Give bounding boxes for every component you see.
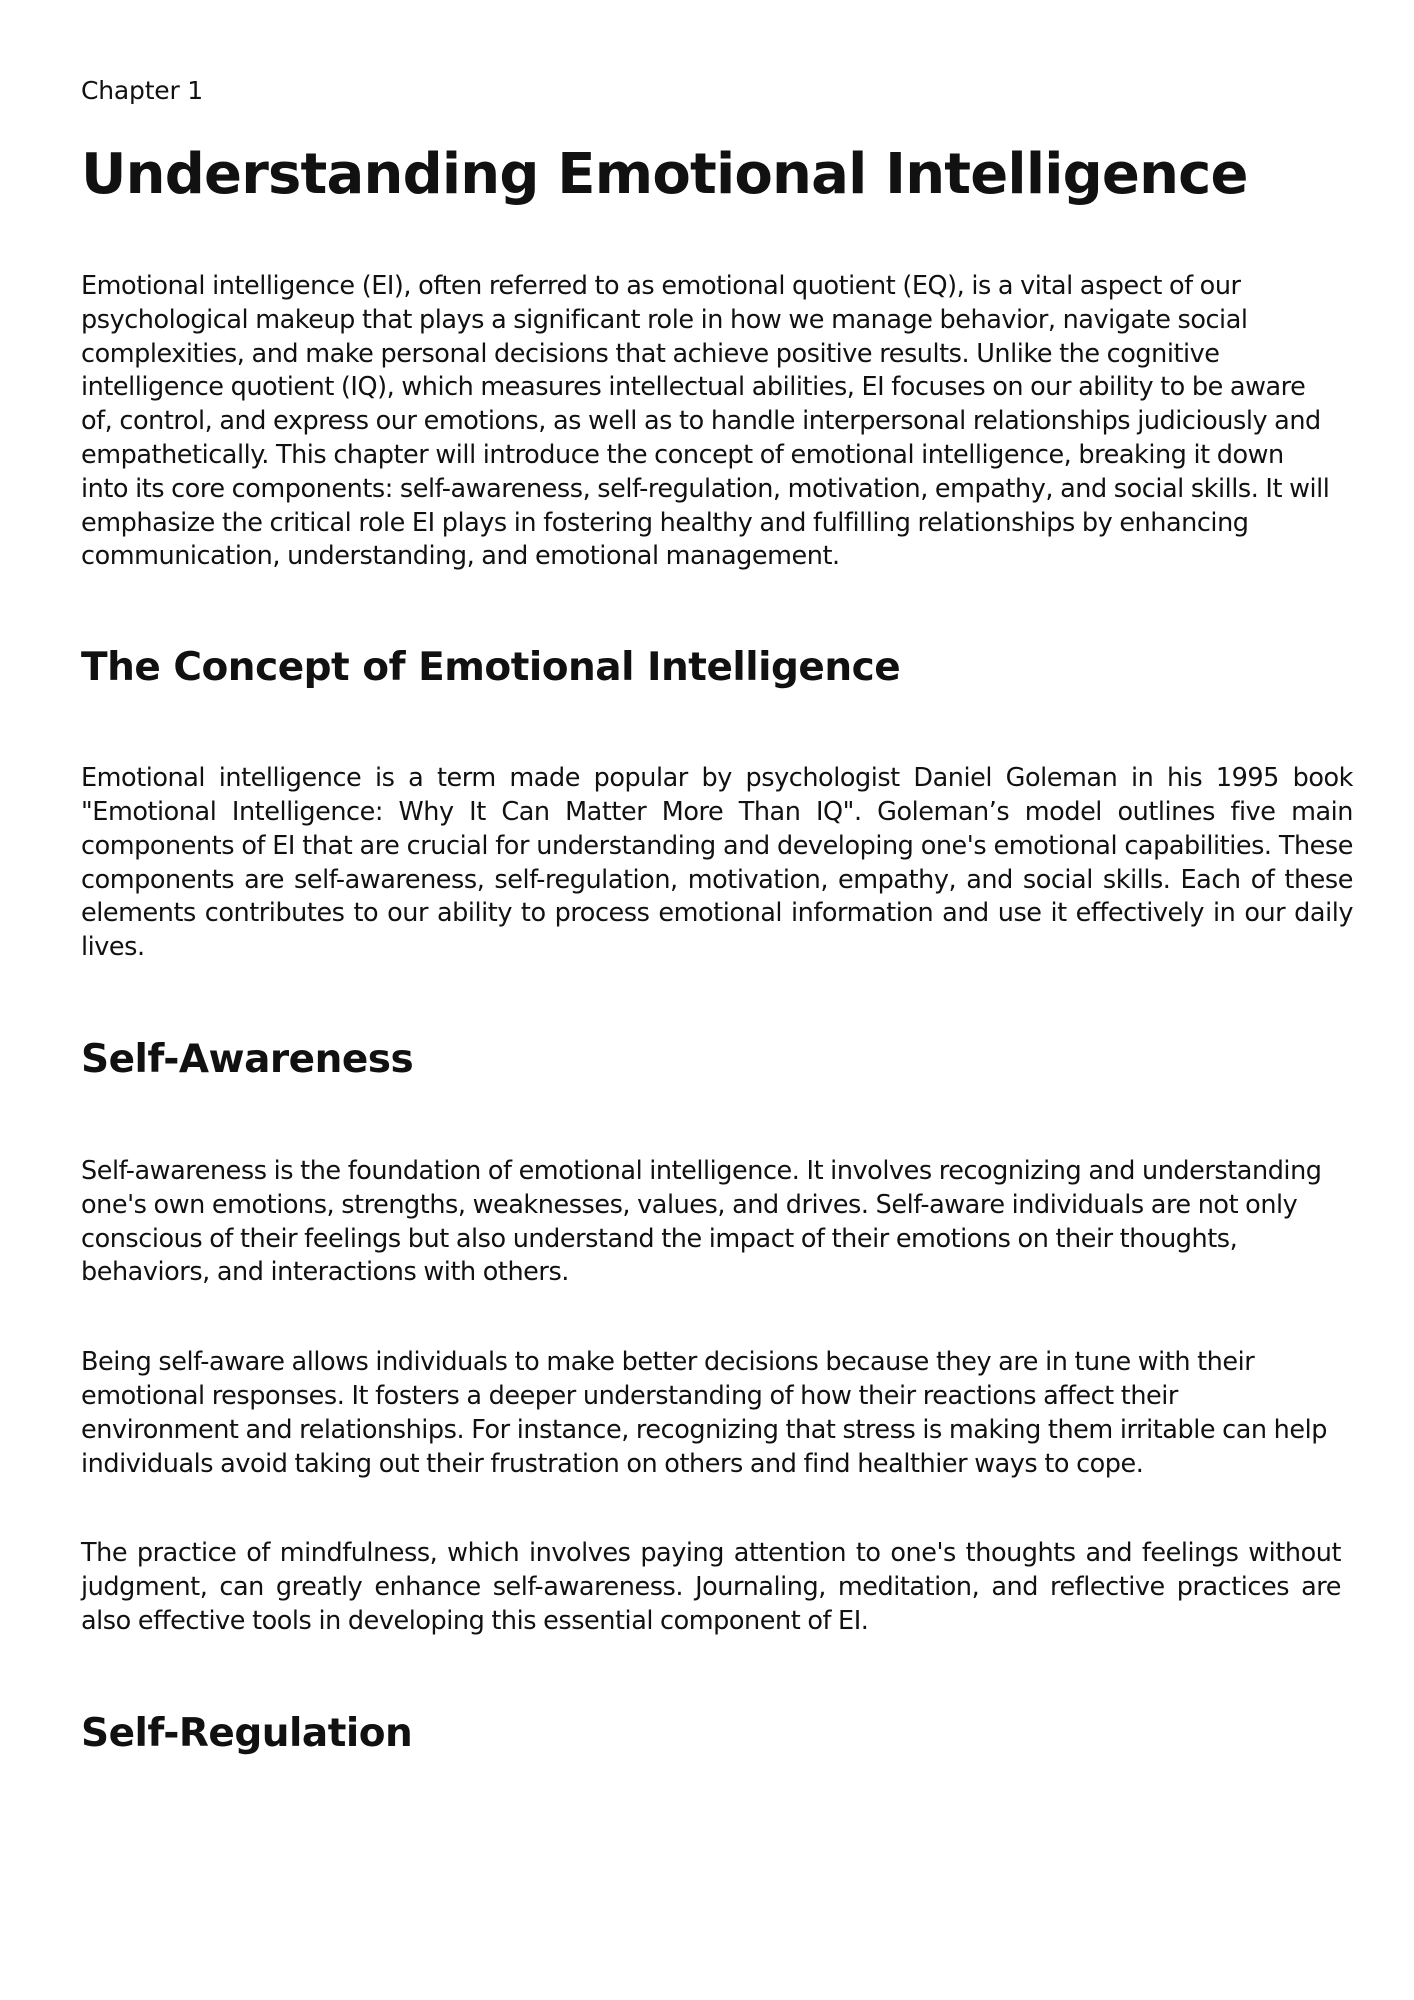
concept-paragraph: Emotional intelligence is a term made popular by psychologist Daniel Goleman in his 1995 book "Emotional Intelligence: Why It Can Matter More Than IQ". Goleman’s model outlines five main components of EI that are crucial for understanding and developing one's emotional capabilities. These components are self-awareness, self-regulation, motivation, empathy, and social skills. Each of these elements contributes to our ability to process emotional information and use it effectively in our daily lives. [81,763,1353,963]
self-awareness-paragraph-1: Self-awareness is the foundation of emotional intelligence. It involves recognizing and understanding one's own emotions, strengths, weaknesses, values, and drives. Self-aware individuals are not only conscious of their feelings but also understand the impact of their emotions on their thoughts, behaviors, and interactions with others. [81,1155,1322,1288]
intro-paragraph: Emotional intelligence (EI), often referred to as emotional quotient (EQ), is a vital aspect of our psychological makeup that plays a significant role in how we manage behavior, navigate social complexities, and make personal decisions that achieve positive results. Unlike the cognitive intelligence quotient (IQ), which measures intellectual abilities, EI focuses on our ability to be aware of, control, and express our emotions, as well as to handle interpersonal relationships judiciously and empathetically. This chapter will introduce the concept of emotional intelligence, breaking it down into its core components: self-awareness, self-regulation, motivation, empathy, and social skills. It will emphasize the critical role EI plays in fostering healthy and fulfilling relationships by enhancing communication, understanding, and emotional management. [81,271,1330,572]
section-heading-self-regulation: Self-Regulation [81,1710,413,1756]
self-awareness-paragraph-2: Being self-aware allows individuals to make better decisions because they are in tune with their emotional responses. It fosters a deeper understanding of how their reactions affect their environment and relationships. For instance, recognizing that stress is making them irritable can help individuals avoid taking out their frustration on others and find healthier ways to cope. [81,1347,1327,1479]
chapter-title: Understanding Emotional Intelligence [81,142,1248,207]
chapter-label: Chapter 1 [81,76,204,105]
section-heading-concept: The Concept of Emotional Intelligence [81,645,901,691]
self-awareness-paragraph-3: The practice of mindfulness, which involves paying attention to one's thoughts and feelings without judgment, can greatly enhance self-awareness. Journaling, meditation, and reflective practices are also effective tools in developing this essential component of EI. [81,1538,1341,1636]
section-heading-self-awareness: Self-Awareness [81,1036,414,1082]
